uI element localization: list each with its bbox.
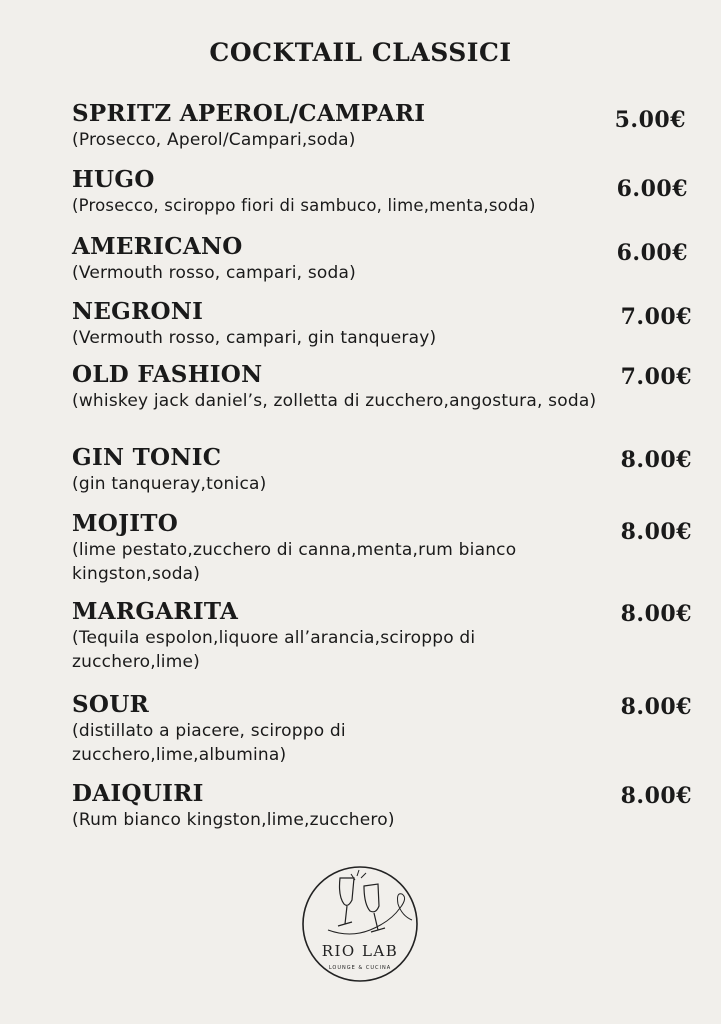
item-description: (gin tanqueray,tonica) — [72, 474, 267, 494]
item-description: (Vermouth rosso, campari, soda) — [72, 263, 356, 283]
item-price: 8.00€ — [620, 783, 692, 809]
item-description: (lime pestato,zucchero di canna,menta,rum bianco kingston,soda) — [72, 540, 517, 584]
item-name: AMERICANO — [72, 233, 243, 260]
item-name: SOUR — [72, 691, 150, 718]
menu-title: COCKTAIL CLASSICI — [209, 38, 512, 67]
item-name: SPRITZ APEROL/CAMPARI — [72, 100, 426, 127]
menu-item-old-fashion — [72, 361, 692, 413]
item-name: MOJITO — [72, 510, 179, 537]
item-description: (Rum bianco kingston,lime,zucchero) — [72, 810, 395, 830]
item-name: DAIQUIRI — [72, 780, 204, 807]
item-name: HUGO — [72, 166, 155, 193]
menu-item-daiquiri — [72, 780, 692, 832]
item-name: NEGRONI — [72, 298, 204, 325]
menu-item-spritz — [72, 100, 692, 152]
item-description: (whiskey jack daniel’s, zolletta di zucchero,angostura, soda) — [72, 391, 597, 411]
item-name: GIN TONIC — [72, 444, 222, 471]
item-price: 5.00€ — [614, 107, 686, 133]
menu-item-negroni — [72, 298, 692, 350]
menu-item-americano — [72, 233, 692, 285]
item-description: (Prosecco, sciroppo fiori di sambuco, lime,menta,soda) — [72, 196, 536, 215]
rio-lab-logo — [300, 864, 420, 984]
item-price: 7.00€ — [620, 304, 692, 330]
menu-item-sour — [72, 691, 692, 767]
item-description: (Prosecco, Aperol/Campari,soda) — [72, 130, 356, 150]
item-description: (Tequila espolon,liquore all’arancia,sciroppo di zucchero,lime) — [72, 628, 476, 672]
menu-item-mojito — [72, 510, 692, 586]
item-price: 8.00€ — [620, 447, 692, 473]
item-name: OLD FASHION — [72, 361, 263, 388]
item-price: 8.00€ — [620, 519, 692, 545]
menu-item-margarita — [72, 598, 692, 674]
item-price: 7.00€ — [620, 364, 692, 390]
item-name: MARGARITA — [72, 598, 239, 625]
item-price: 6.00€ — [616, 240, 688, 266]
menu-item-hugo — [72, 166, 692, 218]
item-description: (distillato a piacere, sciroppo di zucchero,lime,albumina) — [72, 721, 346, 765]
item-price: 8.00€ — [620, 601, 692, 627]
item-price: 8.00€ — [620, 694, 692, 720]
logo-name: RIO LAB — [321, 942, 399, 960]
item-price: 6.00€ — [616, 176, 688, 202]
logo-tagline: LOUNGE & CUCINA — [328, 965, 392, 971]
item-description: (Vermouth rosso, campari, gin tanqueray) — [72, 328, 437, 348]
menu-item-gin-tonic — [72, 444, 692, 496]
wine-glasses-cheers-icon — [300, 864, 420, 984]
